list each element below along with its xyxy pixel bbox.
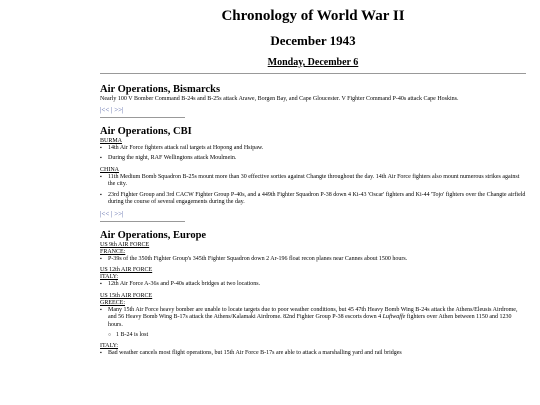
month-heading: December 1943 [270, 33, 356, 48]
af15-sublist [100, 332, 526, 340]
section-europe [100, 230, 526, 358]
list-item: ○ 1 B-24 is lost [116, 332, 526, 340]
list-item: ▪ Bad weather cancels most flight operations, but 15th Air Force B-17s are able to attack a marshalling yard and rail bridges [108, 350, 526, 358]
region-label-italy-2[interactable]: ITALY: [100, 342, 119, 349]
page-title: Chronology of World War II [221, 8, 405, 24]
day-heading: Monday, December 6 [267, 57, 359, 68]
section-text: Nearly 100 V Bomber Command B-24s and B-25s attack Arawe, Borgen Bay, and Cape Gloucester. V Fighter Command P-40s attack Cape Hoskins. [100, 96, 459, 102]
item-text: fighters over Athen between 1150 and 1230 hours. [108, 314, 512, 328]
section-title: Air Operations, CBI [100, 125, 192, 137]
list-item: ▪ P-39s of the 350th Fighter Group's 345th Fighter Squadron down 2 Ar-196 float recon planes near Cannes about 1500 hours. [108, 256, 526, 264]
burma-list [100, 145, 526, 163]
region-label-burma[interactable]: BURMA [100, 137, 123, 144]
nav-separator: | [111, 209, 113, 218]
air-force-15th-link[interactable]: US 15th AIR FORCE [100, 292, 153, 299]
divider [100, 117, 185, 118]
divider [100, 73, 526, 74]
next-link[interactable]: >>| [114, 105, 124, 114]
next-link[interactable]: >>| [114, 209, 124, 218]
section-title: Air Operations, Europe [100, 229, 207, 241]
china-list [100, 174, 526, 207]
af12-list [100, 281, 526, 289]
list-item [108, 307, 526, 330]
list-item: ▪ 11th Medium Bomb Squadron B-25s mount more than 30 effective sorties against Changte throughout the day. 14th Air Force fighters also mount numerous strikes against the city. [108, 174, 526, 189]
nav-links [100, 210, 526, 218]
region-label-greece[interactable]: GREECE: [100, 299, 125, 306]
section-title: Air Operations, Bismarcks [100, 84, 221, 95]
item-text-italic: Luftwaffe [382, 314, 406, 320]
af15-list [100, 307, 526, 330]
section-bismarcks [100, 84, 526, 118]
italy2-list [100, 350, 526, 358]
divider [100, 221, 185, 222]
air-force-12th-link[interactable]: US 12th AIR FORCE [100, 267, 153, 273]
list-item: ▪ 23rd Fighter Group and 3rd CACW Fighter Group P-40s, and a 449th Fighter Squadron P-38 down 4 Ki-43 'Oscar' fighters and Ki-44 'Tojo' fighters over the Changte airfield during the course of several engagements during the day. [108, 192, 526, 207]
list-item: ▪ 12th Air Force A-36s and P-40s attack bridges at two locations. [108, 281, 526, 289]
nav-separator: | [111, 105, 113, 114]
air-force-9th-link[interactable]: US 9th AIR FORCE [100, 241, 150, 248]
region-label-france[interactable]: FRANCE: [100, 248, 126, 255]
region-label-italy[interactable]: ITALY: [100, 274, 119, 280]
prev-link[interactable]: |<< [100, 209, 110, 218]
region-label-china[interactable]: CHINA [100, 166, 119, 173]
prev-link[interactable]: |<< [100, 105, 110, 114]
item-text: Many 15th Air Force heavy bomber are unable to locate targets due to poor weather conditions, but 45 47th Heavy Bomb Wing B-24s attack the Athens/Eleusis Airdrome, and 56 Heavy Bomb Wing B-17s attack the Athens/Kalamaki Airdrome. 82nd Fighter Group P-38 escorts down 4 [108, 306, 518, 320]
af9-list [100, 256, 526, 264]
section-cbi [100, 126, 526, 222]
list-item: ▪ 14th Air Force fighters attack rail targets at Hopong and Hsipaw. [108, 145, 526, 153]
list-item: ▪ During the night, RAF Wellingtons attack Moulmein. [108, 155, 526, 163]
nav-links [100, 106, 526, 114]
